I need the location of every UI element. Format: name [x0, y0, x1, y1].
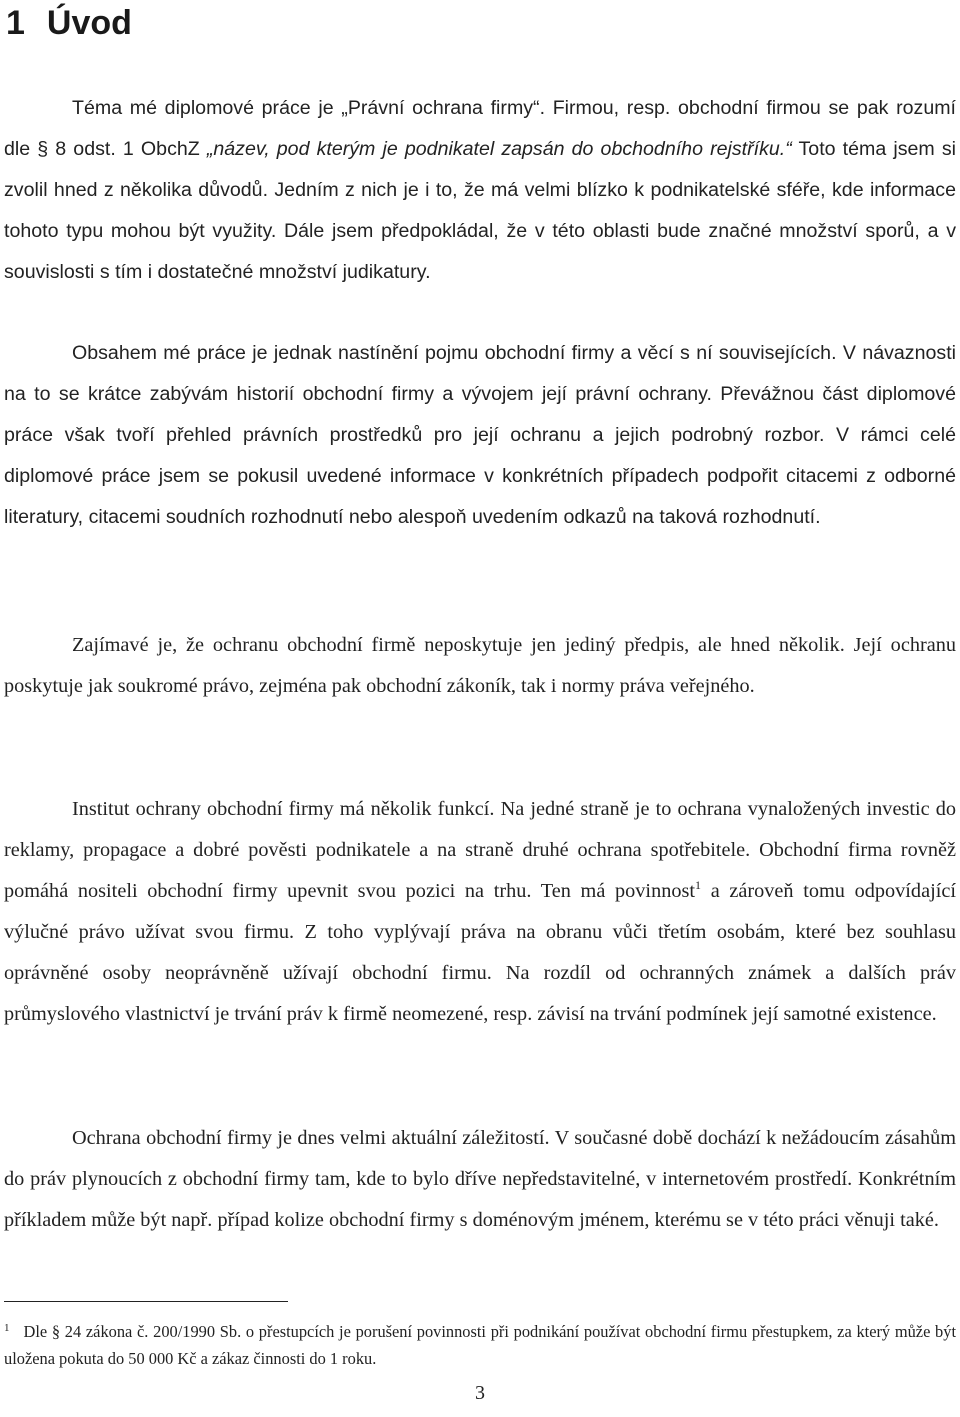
paragraph-content: Obsahem mé práce je jednak nastínění pojmu obchodní firmy a věcí s ní souvisejících. V návaznosti na to se krátce zabývám historií obchodní firmy a vývojem její právní ochrany. Převážnou část diplomové práce však tvoří přehled právních prostředků pro její ochranu a jejich podrobný rozbor. V rámci celé diplomové práce jsem se pokusil uvedené informace v konkrétních případech podpořit citacemi z odborné literatury, citacemi soudních rozhodnutí nebo alespoň uvedením odkazů na taková rozhodnutí. [4, 342, 956, 528]
paragraph-functions [4, 789, 956, 1035]
footnote-text: Dle § 24 zákona č. 200/1990 Sb. o přestupcích je porušení povinnosti při podnikání používat obchodní firmu přestupkem, za který může být uložena pokuta do 50 000 Kč a zákaz činnosti do 1 roku. [4, 1322, 956, 1368]
footnote [4, 1318, 956, 1372]
paragraph-actuality: Ochrana obchodní firmy je dnes velmi aktuální záležitostí. V současné době dochází k nežádoucím zásahům do práv plynoucích z obchodní firmy tam, kde to bylo dříve nepředstavitelné, v internetovém prostředí. Konkrétním příkladem může být např. případ kolize obchodní firmy s doménovým jménem, kterému se v této práci věnuji také. [4, 1127, 956, 1231]
page-number: 3 [475, 1382, 485, 1404]
chapter-heading [6, 0, 132, 46]
statute-quote: „název, pod kterým je podnikatel zapsán do obchodního rejstříku.“ [206, 138, 792, 160]
footnote-mark: 1 [4, 1321, 10, 1334]
paragraph-topic-text-a: Téma mé diplomové práce je „Právní ochrana firmy“. Firmou, resp. obchodní firmou se pak rozumí dle § 8 odst. 1 ObchZ [4, 97, 956, 160]
paragraph-topic-text-c: Toto téma jsem si zvolil hned z několika důvodů. Jedním z nich je i to, že má velmi blízko k podnikatelské sféře, kde informace tohoto typu mohou být využity. Dále jsem předpokládal, že v této oblasti bude značné množství sporů, a v souvislosti s tím i dostatečné množství judikatury. [4, 138, 956, 283]
chapter-title: Úvod [46, 4, 132, 42]
paragraph-functions-text-a: Institut ochrany obchodní firmy má několik funkcí. Na jedné straně je to ochrana vynaložených investic do reklamy, propagace a dobré pověsti podnikatele a na straně druhé ochrana spotřebitele. Obchodní firma rovněž pomáhá nositeli obchodní firmy upevnit svou pozici na trhu. Ten má povinnost [4, 798, 956, 902]
chapter-number: 1 [6, 4, 25, 42]
paragraph-sources: Zajímavé je, že ochranu obchodní firmě neposkytuje jen jediný předpis, ale hned několik. Její ochranu poskytuje jak soukromé právo, zejména pak obchodní zákoník, tak i normy práva veřejného. [4, 634, 956, 697]
paragraph-topic [4, 88, 956, 293]
paragraph-functions-text-b: a zároveň tomu odpovídající výlučné právo užívat svou firmu. Z toho vyplývají práva na obranu vůči třetím osobám, které bez souhlasu oprávněné osoby neoprávněně užívají obchodní firmu. Na rozdíl od ochranných známek a dalších práv průmyslového vlastnictví je trvání práv k firmě neomezené, resp. závisí na trvání podmínek její samotné existence. [4, 880, 956, 1025]
footnote-reference[interactable]: 1 [695, 878, 702, 893]
footnote-separator [4, 1301, 288, 1302]
